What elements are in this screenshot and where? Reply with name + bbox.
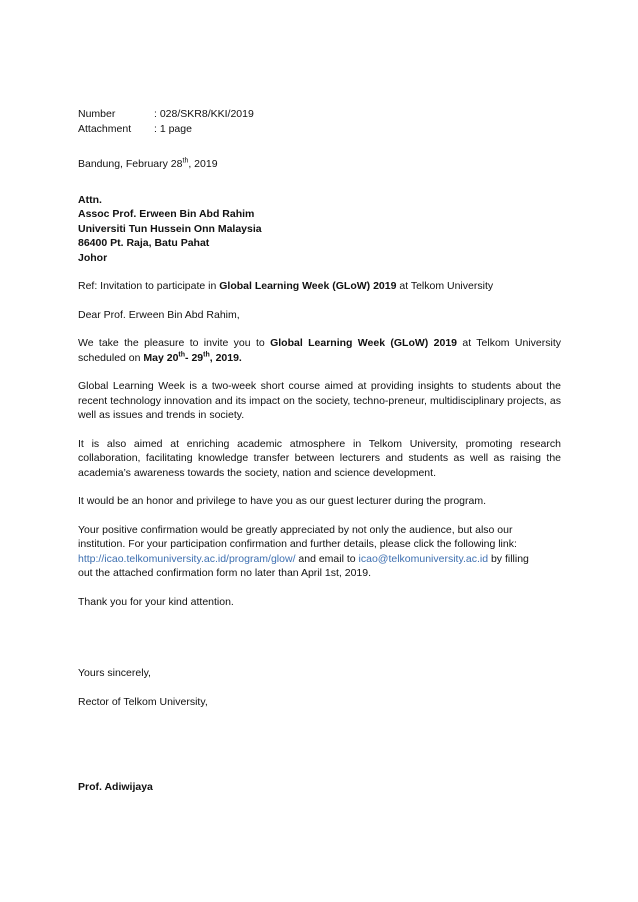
thanks-line: Thank you for your kind attention.: [78, 595, 234, 608]
date-prefix: Bandung, February 28: [78, 158, 183, 170]
recipient-institution: Universiti Tun Hussein Onn Malaysia: [78, 222, 262, 235]
para1-sup2: th: [203, 351, 210, 358]
para1-event: Global Learning Week (GLoW) 2019: [270, 337, 458, 349]
number-value: : 028/SKR8/KKI/2019: [154, 108, 254, 120]
date-year: , 2019: [188, 158, 218, 170]
closing-line: Yours sincerely,: [78, 667, 151, 679]
attachment-label: Attachment: [78, 122, 132, 135]
letter-meta: [78, 107, 561, 136]
attachment-row: [78, 122, 561, 137]
number-label: Number: [78, 108, 116, 120]
para1-date-end: , 2019.: [209, 351, 242, 364]
paragraph-invitation: [78, 336, 561, 365]
salutation: Dear Prof. Erween Bin Abd Rahim,: [78, 308, 240, 321]
number-row: [78, 107, 561, 122]
recipient-region: Johor: [78, 251, 108, 264]
para1-date-start: May 20: [143, 351, 179, 364]
reference-line: [78, 279, 561, 294]
letter-date: [78, 157, 561, 172]
recipient-name: Assoc Prof. Erween Bin Abd Rahim: [78, 208, 255, 220]
para1-middle: at Telkom University scheduled on: [78, 337, 561, 364]
date-sup: th: [182, 157, 189, 165]
para1-prefix: We take the pleasure to invite you to: [78, 337, 271, 349]
paragraph-confirmation: [78, 523, 561, 581]
signatory-name: Prof. Adiwijaya: [78, 781, 153, 793]
recipient-attn: Attn.: [78, 193, 102, 206]
paragraph-aims: It is also aimed at enriching academic atmosphere in Telkom University, promoting research collaboration, facilitating knowledge transfer between lecturers and students as well as raising the academia’s awareness towards the society, nation and science development.: [78, 437, 561, 479]
ref-suffix: at Telkom University: [396, 280, 494, 292]
para5-and-email: and email to: [295, 552, 359, 565]
email-link[interactable]: icao@telkomuniversity.ac.id: [358, 552, 489, 565]
para5-line1: Your positive confirmation would be greatly appreciated by not only the audience, but also our: [78, 523, 513, 536]
ref-event: Global Learning Week (GLoW) 2019: [219, 280, 397, 292]
recipient-address: 86400 Pt. Raja, Batu Pahat: [78, 237, 210, 249]
para5-line4: out the attached confirmation form no later than April 1st, 2019.: [78, 567, 372, 579]
paragraph-honor: It would be an honor and privilege to have you as our guest lecturer during the program.: [78, 495, 486, 507]
recipient-block: [78, 193, 561, 266]
paragraph-description: Global Learning Week is a two-week short course aimed at providing insights to students about the recent technology innovation and its impact on the society, techno-preneur, multidisciplinary projects, as well as issues and trends in society.: [78, 380, 561, 421]
attachment-value: : 1 page: [154, 122, 192, 135]
ref-prefix: Ref: Invitation to participate in: [78, 280, 220, 292]
para1-dash: - 29: [185, 351, 204, 364]
para1-dates: [143, 352, 241, 364]
signatory-title: Rector of Telkom University,: [78, 695, 208, 708]
para1-sup1: th: [178, 351, 186, 358]
para5-line2: institution. For your participation confirmation and further details, please click the following link:: [78, 538, 517, 550]
para5-line3: [78, 552, 561, 567]
letter-page: [78, 107, 561, 795]
para5-after-email: by filling: [488, 552, 529, 565]
program-link[interactable]: http://icao.telkomuniversity.ac.id/program/glow/: [78, 552, 296, 565]
